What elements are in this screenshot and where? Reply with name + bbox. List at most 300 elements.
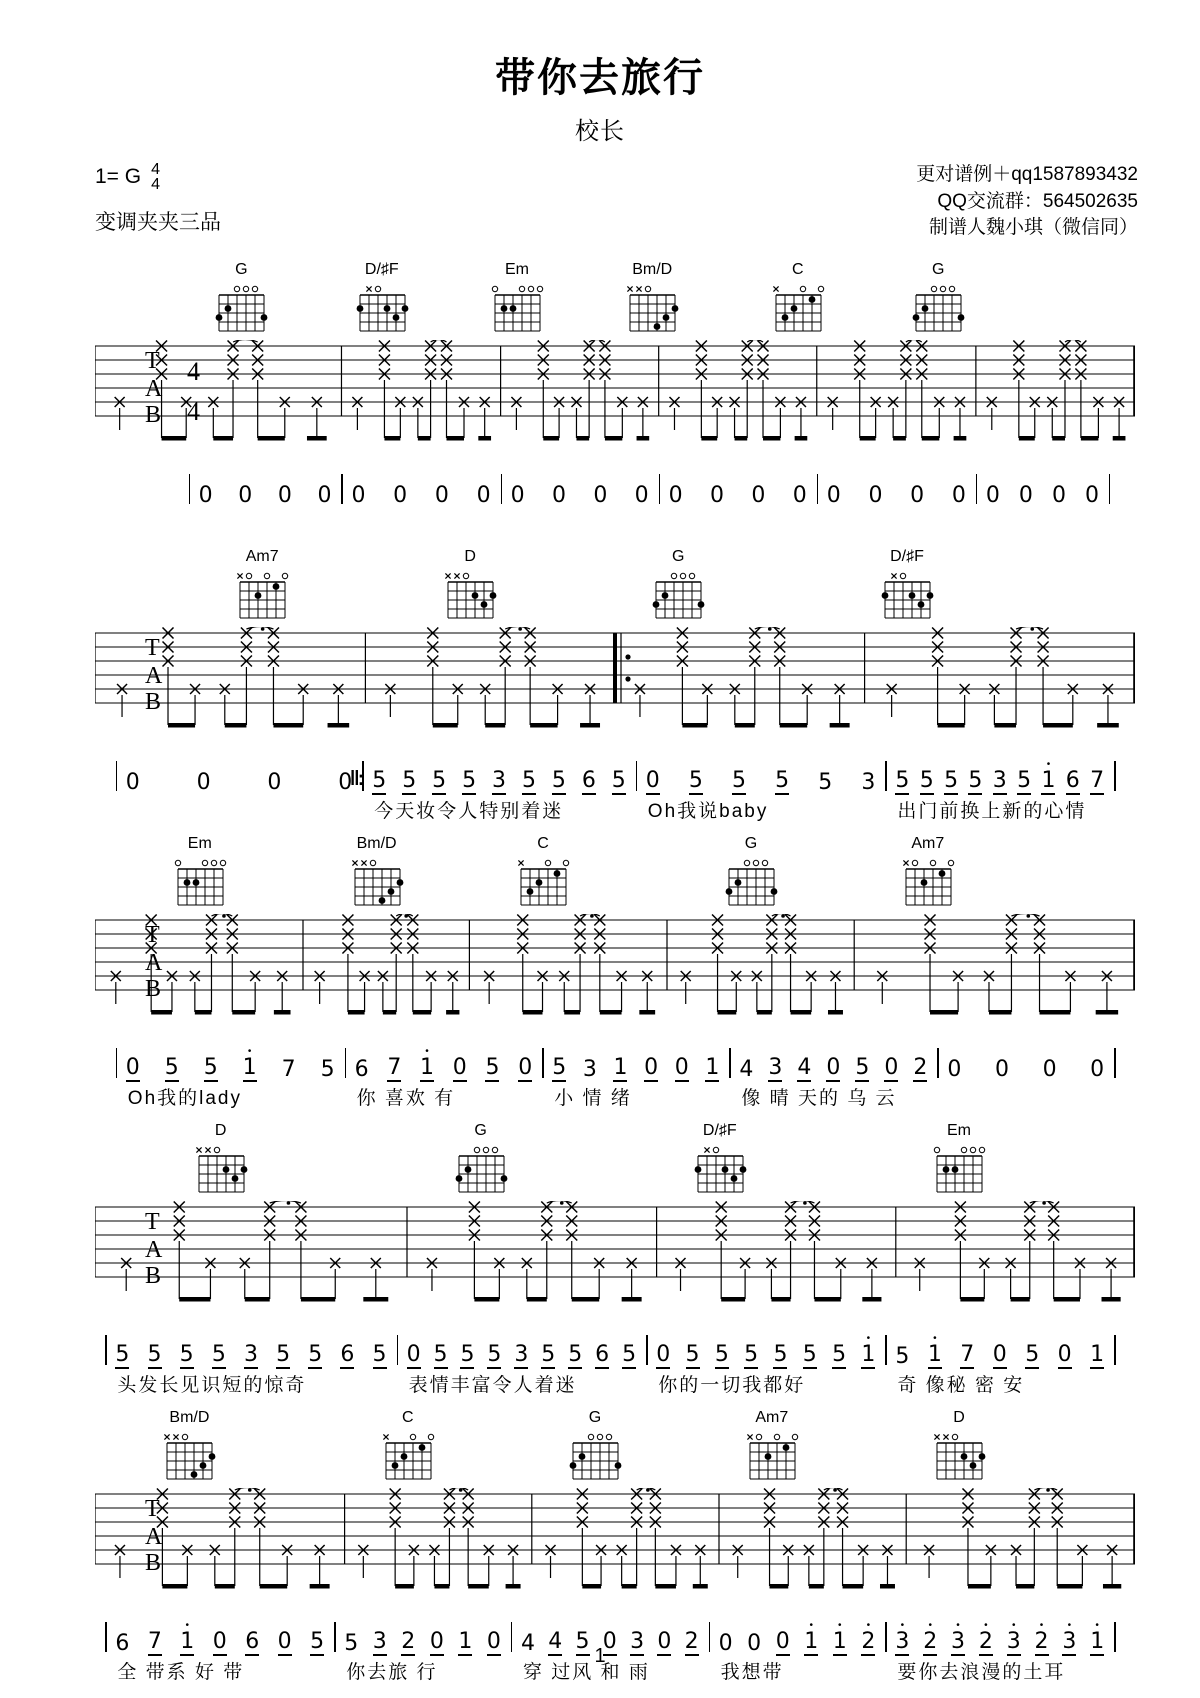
strum-marks xyxy=(115,340,1126,441)
jianpu-measure xyxy=(976,462,1109,508)
chord-cell xyxy=(927,1123,991,1201)
jianpu-digit: 5 xyxy=(115,1341,130,1367)
jianpu-digit: 5 xyxy=(744,1341,759,1367)
jianpu-digit: 2 xyxy=(978,1628,993,1654)
jianpu-note xyxy=(514,1335,528,1369)
jianpu-digit: 0 xyxy=(792,482,807,508)
jianpu-digit: 0 xyxy=(510,482,525,508)
jianpu-digit: 2 xyxy=(684,1628,699,1654)
octave-dot: • xyxy=(928,1619,932,1631)
chord-diagram xyxy=(875,566,939,622)
jianpu-digit: 5 xyxy=(521,767,536,793)
jianpu-measure xyxy=(345,1036,543,1082)
jianpu-digit: 0 xyxy=(985,482,1000,508)
octave-dot: • xyxy=(809,1619,813,1631)
svg-text:4: 4 xyxy=(187,396,200,426)
jianpu-digit: 0 xyxy=(992,1341,1007,1367)
chord-diagram xyxy=(168,853,232,909)
chord-row xyxy=(95,832,1135,914)
lyrics-row xyxy=(95,1083,1135,1109)
jianpu-digit: 0 xyxy=(884,1054,899,1080)
chord-name: C xyxy=(537,834,549,852)
jianpu-note xyxy=(644,1048,658,1082)
jianpu-digit: 0 xyxy=(826,482,841,508)
jianpu-digit: 0 xyxy=(351,482,366,508)
jianpu-digit: 3 xyxy=(243,1341,258,1367)
jianpu-measure xyxy=(105,1323,396,1369)
jianpu-digit: 5 xyxy=(895,767,910,793)
chord-name: D xyxy=(953,1408,965,1426)
jianpu-note xyxy=(1052,476,1066,508)
svg-text:T: T xyxy=(145,1208,160,1235)
jianpu-note xyxy=(656,1335,670,1369)
jianpu-digit: 5 xyxy=(310,1628,325,1654)
jianpu-digit: 1 xyxy=(458,1628,473,1654)
jianpu-digit: 3 xyxy=(1062,1628,1077,1654)
jianpu-note xyxy=(689,761,703,795)
jianpu-digit: 0 xyxy=(710,482,725,508)
jianpu-digit: 0 xyxy=(196,769,211,795)
jianpu-digit: 5 xyxy=(818,769,833,795)
jianpu-digit: 5 xyxy=(919,767,934,793)
system xyxy=(95,545,1135,822)
jianpu-digit: 5 xyxy=(320,1056,335,1082)
jianpu-digit: 0 xyxy=(826,1054,841,1080)
jianpu-digit: 0 xyxy=(602,1628,617,1654)
chord-cell xyxy=(766,262,830,340)
jianpu-note xyxy=(751,476,765,508)
jianpu-digit: 0 xyxy=(644,1054,659,1080)
lyric-segment: 今天妆令人特别着迷 xyxy=(374,800,564,822)
jianpu-digit: 0 xyxy=(668,482,683,508)
jianpu-digit: 5 xyxy=(276,1341,291,1367)
chord-name: D/♯F xyxy=(890,547,924,565)
jianpu-note xyxy=(895,761,909,795)
score xyxy=(95,258,1135,1683)
jianpu-note xyxy=(995,1050,1009,1082)
jianpu-note xyxy=(518,1048,532,1082)
jianpu-note xyxy=(1090,761,1104,795)
jianpu-digit: 0 xyxy=(910,482,925,508)
system xyxy=(95,1406,1135,1683)
jianpu-digit: 1 xyxy=(242,1054,257,1080)
jianpu-note xyxy=(434,1335,448,1369)
jianpu-note xyxy=(993,1335,1007,1369)
contact-line-2: QQ交流群：564502635 xyxy=(937,190,1138,212)
chord-diagram xyxy=(485,279,549,335)
jianpu-digit: 0 xyxy=(1084,482,1099,508)
jianpu-digit: 0 xyxy=(674,1054,689,1080)
jianpu-digit: 5 xyxy=(462,767,477,793)
jianpu-digit: 3 xyxy=(492,767,507,793)
jianpu-note xyxy=(372,761,386,795)
jianpu-measure xyxy=(397,1323,647,1369)
svg-text:A: A xyxy=(145,375,163,402)
jianpu-digit: 0 xyxy=(476,482,491,508)
jianpu-digit: 5 xyxy=(714,1341,729,1367)
jianpu-digit: 7 xyxy=(960,1341,975,1367)
jianpu-barline xyxy=(1114,1335,1115,1365)
jianpu-note xyxy=(267,763,281,795)
chord-name: G xyxy=(474,1121,487,1139)
jianpu-note xyxy=(355,1050,369,1082)
jianpu-digit: 6 xyxy=(354,1056,369,1082)
chord-cell xyxy=(896,836,960,914)
tab-staff xyxy=(95,627,1135,747)
jianpu-note xyxy=(148,1335,162,1369)
jianpu-digit: 0 xyxy=(238,482,253,508)
chord-diagram xyxy=(157,1427,221,1483)
strum-marks xyxy=(121,1201,1120,1302)
jianpu-note xyxy=(583,1050,597,1082)
tab-staff xyxy=(95,340,1135,460)
chord-cell xyxy=(620,262,684,340)
lyric-segment: 像 晴 天的 乌 云 xyxy=(741,1087,897,1109)
jianpu-note xyxy=(393,476,407,508)
jianpu-note xyxy=(317,476,331,508)
jianpu-note xyxy=(861,763,875,795)
chord-diagram xyxy=(345,853,409,909)
chord-row xyxy=(95,545,1135,627)
jianpu-note xyxy=(432,761,446,795)
jianpu-digit: 5 xyxy=(622,1341,637,1367)
jianpu-digit: 6 xyxy=(115,1630,130,1656)
jianpu-digit: 0 xyxy=(775,1628,790,1654)
lyrics-row xyxy=(95,509,1135,535)
jianpu-digit: 1 xyxy=(861,1341,876,1367)
jianpu-note xyxy=(827,476,841,508)
jianpu-digit: 5 xyxy=(552,1054,567,1080)
jianpu-digit: 1 xyxy=(1041,767,1056,793)
time-signature xyxy=(151,162,160,192)
chord-name: Am7 xyxy=(911,834,945,852)
chord-name: Am7 xyxy=(245,547,279,565)
chord-name: G xyxy=(671,547,685,565)
jianpu-measure xyxy=(646,1323,885,1369)
jianpu-note xyxy=(242,1045,257,1082)
jianpu-note xyxy=(282,1050,296,1082)
jianpu-note xyxy=(593,476,607,508)
jianpu-digit: 3 xyxy=(1006,1628,1021,1654)
svg-text:B: B xyxy=(145,1262,162,1289)
key-label: 1= G xyxy=(95,165,142,188)
jianpu-note xyxy=(855,1048,869,1082)
jianpu-digit: 5 xyxy=(485,1054,500,1080)
jianpu-note xyxy=(768,1048,782,1082)
jianpu-measure xyxy=(542,1036,729,1082)
jianpu-note xyxy=(913,1048,927,1082)
jianpu-note xyxy=(960,1335,974,1369)
jianpu-measure xyxy=(885,749,1114,795)
jianpu-note xyxy=(868,476,882,508)
chord-cell xyxy=(688,1123,752,1201)
jianpu-note xyxy=(407,1335,421,1369)
chord-diagram xyxy=(230,566,294,622)
jianpu-digit: 5 xyxy=(344,1630,359,1656)
chord-name: Bm/D xyxy=(169,1408,210,1426)
jianpu-digit: 0 xyxy=(1018,482,1033,508)
chord-diagram xyxy=(927,1140,991,1196)
lyrics-row xyxy=(95,796,1135,822)
lyric-segment: 你去旅 行 xyxy=(346,1661,438,1683)
jianpu-digit: 5 xyxy=(372,767,387,793)
jianpu-digit: 3 xyxy=(895,1628,910,1654)
jianpu-note xyxy=(552,761,566,795)
capo-note: 变调夹夹三品 xyxy=(95,211,221,234)
chord-diagram xyxy=(719,853,783,909)
jianpu-row xyxy=(95,1036,1135,1082)
jianpu-digit: 0 xyxy=(277,1628,292,1654)
jianpu-digit: 3 xyxy=(768,1054,783,1080)
jianpu-note xyxy=(485,1048,499,1082)
chord-diagram xyxy=(563,1427,627,1483)
chord-diagram xyxy=(438,566,502,622)
page-number: 1 xyxy=(594,1645,606,1667)
jianpu-note xyxy=(1019,476,1033,508)
jianpu-measure xyxy=(885,1323,1114,1369)
jianpu-note xyxy=(635,476,649,508)
jianpu-note xyxy=(947,1050,961,1082)
jianpu-digit: 0 xyxy=(551,482,566,508)
svg-text:T: T xyxy=(145,1495,160,1522)
jianpu-note xyxy=(552,1048,566,1082)
jianpu-note xyxy=(910,476,924,508)
contact-line-3: 制谱人魏小琪（微信同） xyxy=(928,217,1138,239)
jianpu-digit: 7 xyxy=(387,1054,402,1080)
svg-text:B: B xyxy=(145,975,162,1002)
jianpu-note xyxy=(622,1335,636,1369)
jianpu-note xyxy=(276,1335,290,1369)
chord-cell xyxy=(563,1410,627,1488)
chord-cell xyxy=(646,549,710,627)
jianpu-note xyxy=(686,1335,700,1369)
octave-dot: • xyxy=(866,1619,871,1631)
jianpu-digit: 5 xyxy=(775,767,790,793)
key-signature xyxy=(95,162,221,192)
jianpu-note xyxy=(541,1335,555,1369)
strum-marks xyxy=(115,1488,1121,1589)
lyric-segment: 出门前换上新的心情 xyxy=(897,800,1087,822)
chord-cell xyxy=(875,549,939,627)
jianpu-digit: 5 xyxy=(372,1341,387,1367)
meta-row xyxy=(95,162,1138,242)
jianpu-note xyxy=(1043,1050,1057,1082)
jianpu-note xyxy=(435,476,449,508)
jianpu-note xyxy=(675,1048,689,1082)
jianpu-digit: 7 xyxy=(1090,767,1105,793)
svg-text:A: A xyxy=(145,1523,163,1550)
lyric-segment: Oh我说baby xyxy=(647,800,769,822)
octave-dot: • xyxy=(247,1045,252,1057)
chord-diagram xyxy=(927,1427,991,1483)
jianpu-note xyxy=(927,1332,942,1369)
jianpu-note xyxy=(387,1048,401,1082)
repeat-sign: ‖: xyxy=(349,767,363,790)
chord-row xyxy=(95,258,1135,340)
jianpu-digit: 2 xyxy=(1034,1628,1049,1654)
jianpu-digit: 5 xyxy=(968,767,983,793)
jianpu-digit: 1 xyxy=(613,1054,628,1080)
jianpu-digit: 1 xyxy=(180,1628,195,1654)
chord-cell xyxy=(927,1410,991,1488)
chord-diagram xyxy=(906,279,970,335)
jianpu-note xyxy=(197,763,211,795)
tab-staff xyxy=(95,914,1135,1034)
jianpu-note xyxy=(895,1337,909,1369)
jianpu-note xyxy=(986,476,1000,508)
octave-dot: • xyxy=(1039,1619,1044,1631)
jianpu-note xyxy=(402,761,416,795)
jianpu-digit: 0 xyxy=(1057,1341,1072,1367)
jianpu-digit: 5 xyxy=(568,1341,583,1367)
chord-cell xyxy=(906,262,970,340)
jianpu-digit: 5 xyxy=(773,1341,788,1367)
jianpu-digit: 4 xyxy=(797,1054,812,1080)
chord-cell xyxy=(230,549,294,627)
jianpu-digit: 3 xyxy=(514,1341,529,1367)
jianpu-digit: 5 xyxy=(460,1341,475,1367)
jianpu-row xyxy=(95,1323,1135,1369)
system xyxy=(95,258,1135,535)
svg-text:A: A xyxy=(145,949,163,976)
svg-text:A: A xyxy=(145,1236,163,1263)
chord-name: Em xyxy=(187,834,212,852)
chord-name: G xyxy=(744,834,758,852)
jianpu-digit: 1 xyxy=(1090,1341,1105,1367)
jianpu-note xyxy=(952,476,966,508)
jianpu-digit: 2 xyxy=(401,1628,416,1654)
jianpu-note xyxy=(278,476,292,508)
jianpu-note xyxy=(646,761,660,795)
lyric-segment: 全 带系 好 带 xyxy=(117,1661,245,1683)
chord-diagram xyxy=(688,1140,752,1196)
jianpu-measure xyxy=(659,462,817,508)
jianpu-note xyxy=(126,1048,140,1082)
jianpu-row xyxy=(95,749,1135,795)
jianpu-digit: 0 xyxy=(634,482,649,508)
jianpu-digit: 5 xyxy=(179,1341,194,1367)
svg-text:T: T xyxy=(145,921,160,948)
jianpu-note xyxy=(244,1335,258,1369)
jianpu-measure xyxy=(817,462,976,508)
chord-cell xyxy=(157,1410,221,1488)
jianpu-digit: 0 xyxy=(434,482,449,508)
svg-text:B: B xyxy=(145,1549,162,1576)
jianpu-digit: 0 xyxy=(518,1054,533,1080)
jianpu-note xyxy=(803,1335,817,1369)
chord-row xyxy=(95,1119,1135,1201)
octave-dot: • xyxy=(900,1619,905,1631)
jianpu-note xyxy=(732,761,746,795)
chord-cell xyxy=(345,836,409,914)
jianpu-note xyxy=(818,763,832,795)
jianpu-digit: 5 xyxy=(832,1341,847,1367)
chord-cell xyxy=(449,1123,513,1201)
jianpu-digit: 5 xyxy=(487,1341,502,1367)
chord-cell xyxy=(485,262,549,340)
jianpu-digit: 5 xyxy=(203,1054,218,1080)
system xyxy=(95,832,1135,1109)
jianpu-note xyxy=(180,1335,194,1369)
chord-name: G xyxy=(235,260,248,278)
jianpu-note xyxy=(492,761,506,795)
jianpu-note xyxy=(462,761,476,795)
jianpu-note xyxy=(884,1048,898,1082)
chord-cell xyxy=(376,1410,440,1488)
jianpu-barline xyxy=(1114,761,1115,791)
jianpu-note xyxy=(460,1335,474,1369)
chord-cell xyxy=(438,549,502,627)
jianpu-note xyxy=(1017,761,1031,795)
svg-text:A: A xyxy=(145,662,163,689)
lyric-segment: Oh我的lady xyxy=(127,1087,242,1109)
jianpu-note xyxy=(487,1335,501,1369)
lyric-segment: 你 喜欢 有 xyxy=(356,1087,456,1109)
jianpu-note xyxy=(744,1335,758,1369)
jianpu-digit: 2 xyxy=(923,1628,938,1654)
jianpu-note xyxy=(1090,1335,1104,1369)
jianpu-note xyxy=(453,1048,467,1082)
lyric-segment: 你的一切我都好 xyxy=(658,1374,806,1396)
tab-staff xyxy=(95,1201,1135,1321)
chord-diagram xyxy=(209,279,273,335)
jianpu-digit: 3 xyxy=(951,1628,966,1654)
jianpu-digit: 5 xyxy=(432,767,447,793)
lyric-segment: 表情丰富令人着迷 xyxy=(408,1374,577,1396)
jianpu-digit: 0 xyxy=(751,482,766,508)
jianpu-digit: 0 xyxy=(452,1054,467,1080)
jianpu-measure xyxy=(116,749,362,795)
jianpu-note xyxy=(308,1335,322,1369)
svg-text:B: B xyxy=(145,401,162,428)
jianpu-digit: 5 xyxy=(855,1054,870,1080)
jianpu-measure xyxy=(362,749,636,795)
jianpu-note xyxy=(612,761,626,795)
chord-cell xyxy=(189,1123,253,1201)
jianpu-note xyxy=(340,1335,354,1369)
chord-name: D xyxy=(214,1121,227,1139)
chord-diagram xyxy=(376,1427,440,1483)
chord-name: Em xyxy=(947,1121,971,1139)
jianpu-digit: 6 xyxy=(595,1341,610,1367)
chord-cell xyxy=(740,1410,804,1488)
chord-diagram xyxy=(511,853,575,909)
svg-text:T: T xyxy=(145,634,160,661)
jianpu-digit: 7 xyxy=(147,1628,162,1654)
jianpu-note xyxy=(775,761,789,795)
jianpu-note xyxy=(238,476,252,508)
jianpu-digit: 1 xyxy=(1090,1628,1105,1654)
jianpu-digit: 3 xyxy=(372,1628,387,1654)
jianpu-digit: 0 xyxy=(198,482,213,508)
time-numerator: 4 xyxy=(151,161,161,178)
chord-name: D/♯F xyxy=(364,260,399,278)
jianpu-note xyxy=(773,1335,787,1369)
jianpu-digit: 5 xyxy=(685,1341,700,1367)
jianpu-digit: 0 xyxy=(718,1630,733,1656)
octave-dot: • xyxy=(866,1332,871,1344)
jianpu-note xyxy=(522,761,536,795)
jianpu-note xyxy=(826,1048,840,1082)
song-title: 带你去旅行 xyxy=(495,56,705,100)
jianpu-note xyxy=(552,476,566,508)
jianpu-digit: 3 xyxy=(992,767,1007,793)
jianpu-note xyxy=(420,1045,435,1082)
jianpu-digit: 5 xyxy=(688,767,703,793)
svg-text:B: B xyxy=(145,688,162,715)
lyric-segment: 穿 过风 和 雨 xyxy=(523,1661,650,1683)
jianpu-note xyxy=(944,761,958,795)
